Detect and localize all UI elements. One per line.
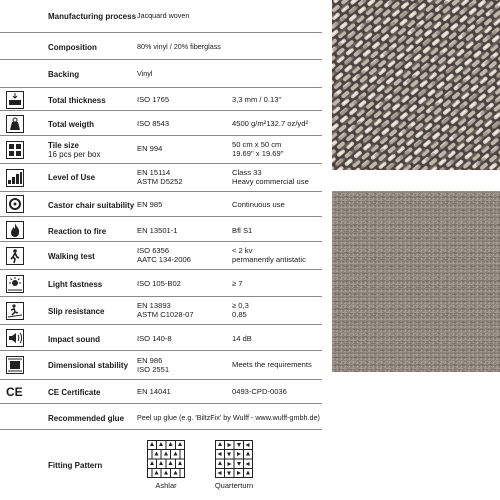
light-icon (6, 275, 24, 293)
spec-row-glue (0, 404, 322, 430)
spec-row-tile-size (0, 136, 322, 164)
spec-standard: ISO 1765 (137, 95, 170, 104)
spec-standard: EN 14041 (137, 387, 171, 396)
spec-label: Level of Use (48, 173, 96, 182)
spec-value: 14 dB (232, 334, 252, 343)
spec-label: Walking test (48, 252, 95, 261)
spec-standard-2: ASTM D5252 (137, 177, 183, 186)
spec-row-level-of-use (0, 164, 322, 192)
spec-label-sub: 16 pcs per box (48, 150, 101, 159)
spec-value: 4500 g/m²132.7 oz/yd² (232, 119, 308, 128)
spec-standard-2: AATC 134-2006 (137, 255, 191, 264)
spec-label: Impact sound (48, 335, 101, 344)
spec-value: Class 33 (232, 168, 262, 177)
spec-row-slip (0, 297, 322, 325)
walking-icon (6, 247, 24, 265)
spec-standard: Vinyl (137, 69, 153, 78)
spec-value: Continuous use (232, 200, 285, 209)
spec-standard: EN 13501-1 (137, 226, 178, 235)
spec-label: Reaction to fire (48, 227, 107, 236)
spec-value: Meets the requirements (232, 360, 312, 369)
fire-icon (6, 221, 24, 239)
spec-value: Bfl S1 (232, 226, 253, 235)
spec-value-2: 0,85 (232, 310, 247, 319)
spec-standard: ISO 6356 (137, 246, 170, 255)
spec-row-dimensional (0, 351, 322, 380)
thickness-icon (6, 91, 24, 109)
spec-row-light (0, 270, 322, 297)
spec-value: < 2 kv (232, 246, 253, 255)
spec-label: CE Certificate (48, 388, 101, 397)
spec-label: Manufacturing process (48, 12, 137, 21)
castor-chair-icon (6, 195, 24, 213)
spec-standard: EN 985 (137, 200, 163, 209)
spec-label-main: Tile size (48, 141, 79, 150)
spec-standard: EN 986 (137, 356, 163, 365)
spec-standard: 80% vinyl / 20% fiberglass (137, 42, 221, 51)
spec-standard: ISO 105-B02 (137, 279, 181, 288)
spec-row-castor-chair (0, 192, 322, 217)
ashlar-pattern-icon (147, 440, 185, 478)
spec-standard-2: ASTM C1028-07 (137, 310, 194, 319)
spec-label: Light fastness (48, 280, 103, 289)
spec-standard: Jacquard woven (137, 11, 190, 20)
spec-label: Total thickness (48, 96, 106, 105)
impact-sound-icon (6, 329, 24, 347)
spec-label: Castor chair suitability (48, 201, 135, 210)
quarterturn-caption: Quarterturn (214, 481, 254, 490)
level-of-use-icon (6, 169, 24, 187)
spec-row-walking (0, 242, 322, 270)
quarterturn-pattern-icon (215, 440, 253, 478)
spec-standard: EN 15114 (137, 168, 171, 177)
spec-row-composition (0, 33, 322, 60)
woven-closeup-swatch (332, 0, 500, 170)
spec-value: 0493-CPD-0036 (232, 387, 287, 396)
spec-value-2: Heavy commercial use (232, 177, 309, 186)
spec-standard: EN 13893 (137, 301, 171, 310)
fitting-pattern-label: Fitting Pattern (48, 461, 103, 470)
tile-size-icon (6, 141, 24, 159)
spec-value: 3,3 mm / 0.13" (232, 95, 282, 104)
spec-label: Composition (48, 43, 97, 52)
spec-standard: ISO 8543 (137, 119, 170, 128)
spec-row-ce (0, 380, 322, 404)
spec-standard-2: ISO 2551 (137, 365, 170, 374)
ashlar-caption: Ashlar (155, 481, 177, 490)
spec-row-impact-sound (0, 325, 322, 351)
spec-label: Dimensional stability (48, 361, 129, 370)
spec-label (48, 141, 100, 159)
spec-standard: ISO 140-8 (137, 334, 172, 343)
spec-standard: EN 994 (137, 144, 163, 153)
weight-icon (6, 115, 24, 133)
dimensional-icon (6, 356, 24, 374)
spec-label: Backing (48, 70, 80, 79)
spec-value: 50 cm x 50 cm (232, 140, 282, 149)
spec-value: ≥ 0,3 (232, 301, 249, 310)
spec-row-thickness (0, 88, 322, 111)
spec-label: Slip resistance (48, 307, 105, 316)
spec-value-2: 19.69" x 19.69" (232, 149, 284, 158)
ce-icon: CE (6, 385, 23, 399)
spec-standard: Peel up glue (e.g. 'BiltzFix' by Wulff - www.wulff-gmbh.de) (137, 413, 320, 422)
spec-row-manufacturing (0, 0, 322, 33)
spec-label: Recommended glue (48, 414, 125, 423)
slip-icon (6, 302, 24, 320)
spec-row-fire (0, 217, 322, 242)
spec-label: Total weigth (48, 120, 95, 129)
spec-row-weight (0, 111, 322, 136)
spec-row-backing (0, 60, 322, 88)
spec-value-2: permanently antistatic (232, 255, 306, 264)
tile-swatch (332, 191, 500, 372)
spec-value: ≥ 7 (232, 279, 243, 288)
